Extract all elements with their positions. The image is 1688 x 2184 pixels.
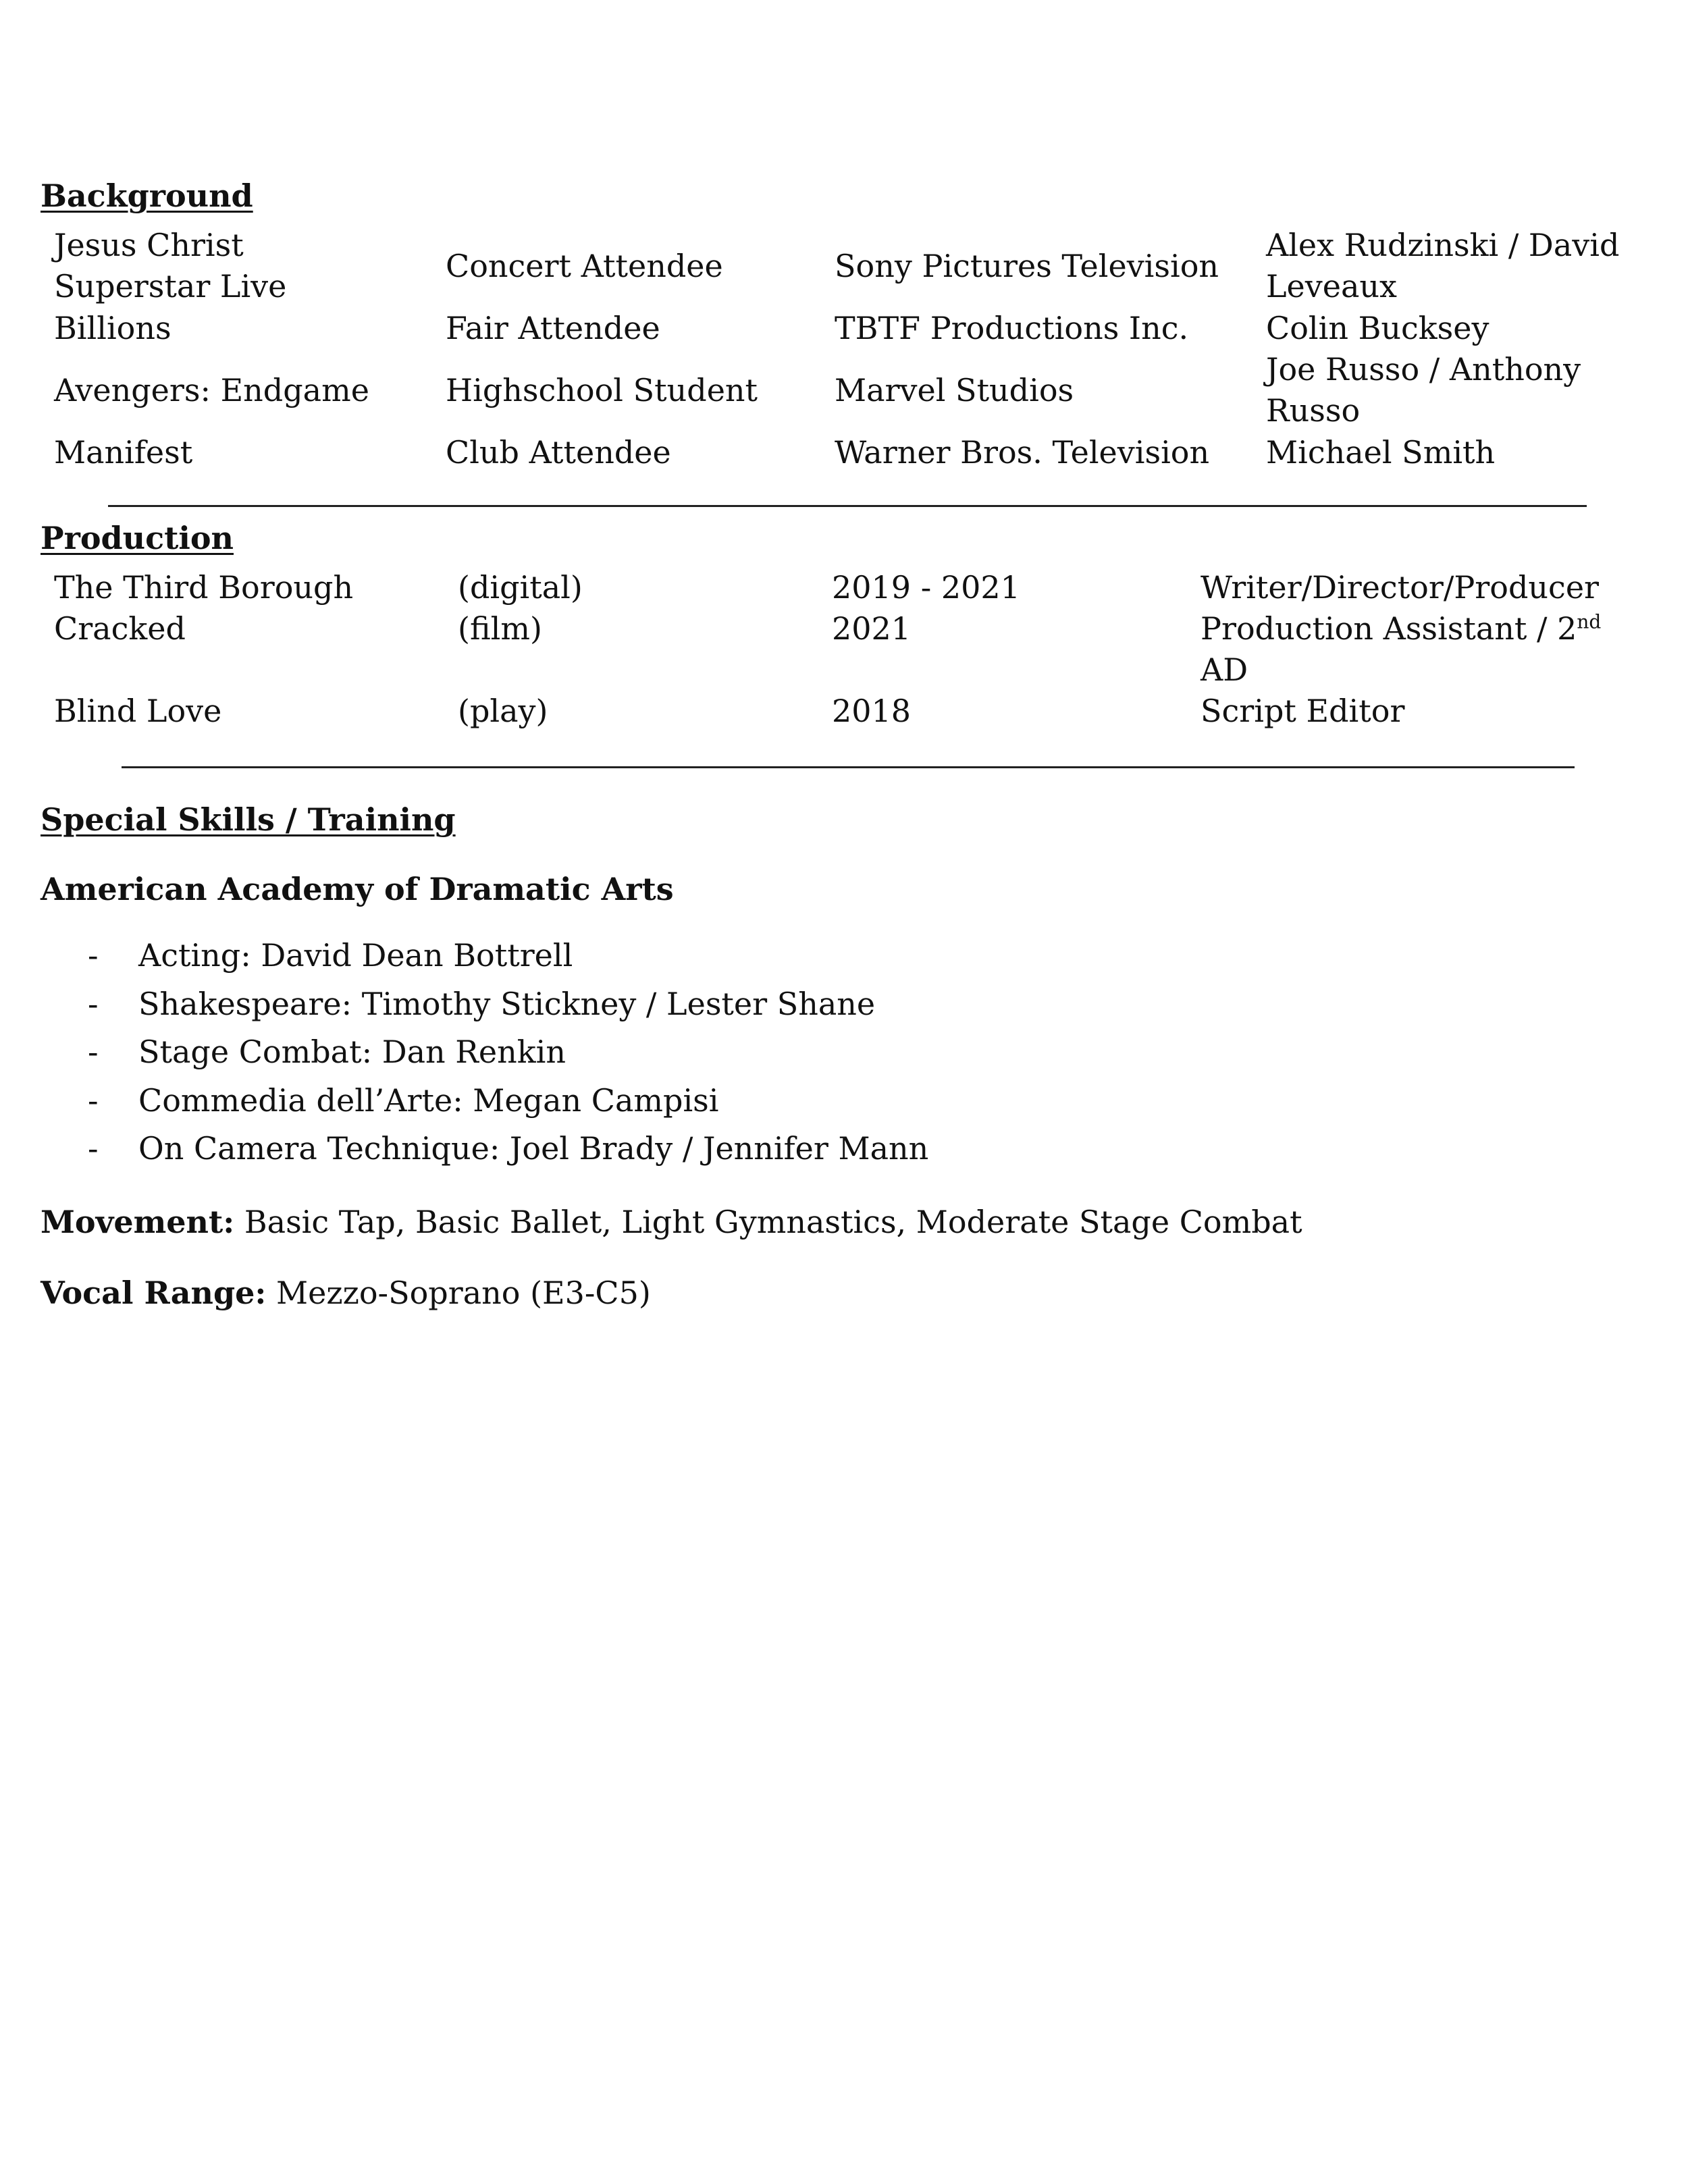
production-medium: (play) xyxy=(458,693,548,729)
production-title: The Third Borough xyxy=(54,569,354,606)
list-dash: - xyxy=(88,1082,99,1119)
training-item: On Camera Technique: Joel Brady / Jennifer Mann xyxy=(138,1130,929,1167)
background-role: Highschool Student xyxy=(446,372,758,408)
background-company: Marvel Studios xyxy=(835,372,1074,408)
training-item: Acting: David Dean Bottrell xyxy=(138,937,573,974)
training-item: Commedia dell’Arte: Megan Campisi xyxy=(138,1082,719,1119)
background-title: Avengers: Endgame xyxy=(54,372,369,408)
background-role: Concert Attendee xyxy=(446,248,723,284)
school-name: American Academy of Dramatic Arts xyxy=(41,871,674,907)
background-title: Jesus Christ Superstar Live xyxy=(54,227,287,304)
list-dash: - xyxy=(88,985,99,1022)
background-role: Club Attendee xyxy=(446,434,671,471)
movement-label: Movement: xyxy=(41,1204,235,1240)
training-item: Stage Combat: Dan Renkin xyxy=(138,1034,566,1070)
skills-heading: Special Skills / Training xyxy=(41,801,456,838)
production-position: Writer/Director/Producer xyxy=(1201,569,1600,606)
background-role: Fair Attendee xyxy=(446,310,660,346)
production-years: 2021 xyxy=(832,610,912,647)
movement-value: Basic Tap, Basic Ballet, Light Gymnastics, Moderate Stage Combat xyxy=(244,1204,1302,1240)
list-dash: - xyxy=(88,937,99,974)
production-years: 2018 xyxy=(832,693,912,729)
background-title: Manifest xyxy=(54,434,193,471)
production-position: Script Editor xyxy=(1201,693,1405,729)
training-item: Shakespeare: Timothy Stickney / Lester Shane xyxy=(138,985,876,1022)
vocal-range-line xyxy=(41,1275,651,1311)
production-medium: (film) xyxy=(458,610,542,647)
list-dash: - xyxy=(88,1130,99,1167)
production-heading: Production xyxy=(41,520,234,556)
background-director: Joe Russo / Anthony Russo xyxy=(1266,351,1581,429)
production-title: Blind Love xyxy=(54,693,222,729)
movement-line xyxy=(41,1204,1302,1240)
production-title: Cracked xyxy=(54,610,186,647)
background-divider xyxy=(108,505,1587,507)
background-company: Sony Pictures Television xyxy=(835,248,1219,284)
production-position xyxy=(1201,608,1601,649)
list-dash: - xyxy=(88,1034,99,1070)
production-medium: (digital) xyxy=(458,569,583,606)
background-company: Warner Bros. Television xyxy=(835,434,1210,471)
background-director: Colin Bucksey xyxy=(1266,310,1489,346)
production-position-superscript: nd xyxy=(1577,610,1602,633)
background-heading: Background xyxy=(41,178,253,214)
vocal-range-label: Vocal Range: xyxy=(41,1275,267,1311)
production-years: 2019 - 2021 xyxy=(832,569,1020,606)
vocal-range-value: Mezzo-Soprano (E3-C5) xyxy=(276,1275,651,1311)
production-position-text: Production Assistant / 2 xyxy=(1201,610,1577,647)
production-position-continued: AD xyxy=(1201,651,1248,688)
background-director: Alex Rudzinski / David Leveaux xyxy=(1266,227,1620,304)
background-company: TBTF Productions Inc. xyxy=(835,310,1189,346)
production-divider xyxy=(122,766,1575,768)
background-title: Billions xyxy=(54,310,172,346)
background-director: Michael Smith xyxy=(1266,434,1496,471)
